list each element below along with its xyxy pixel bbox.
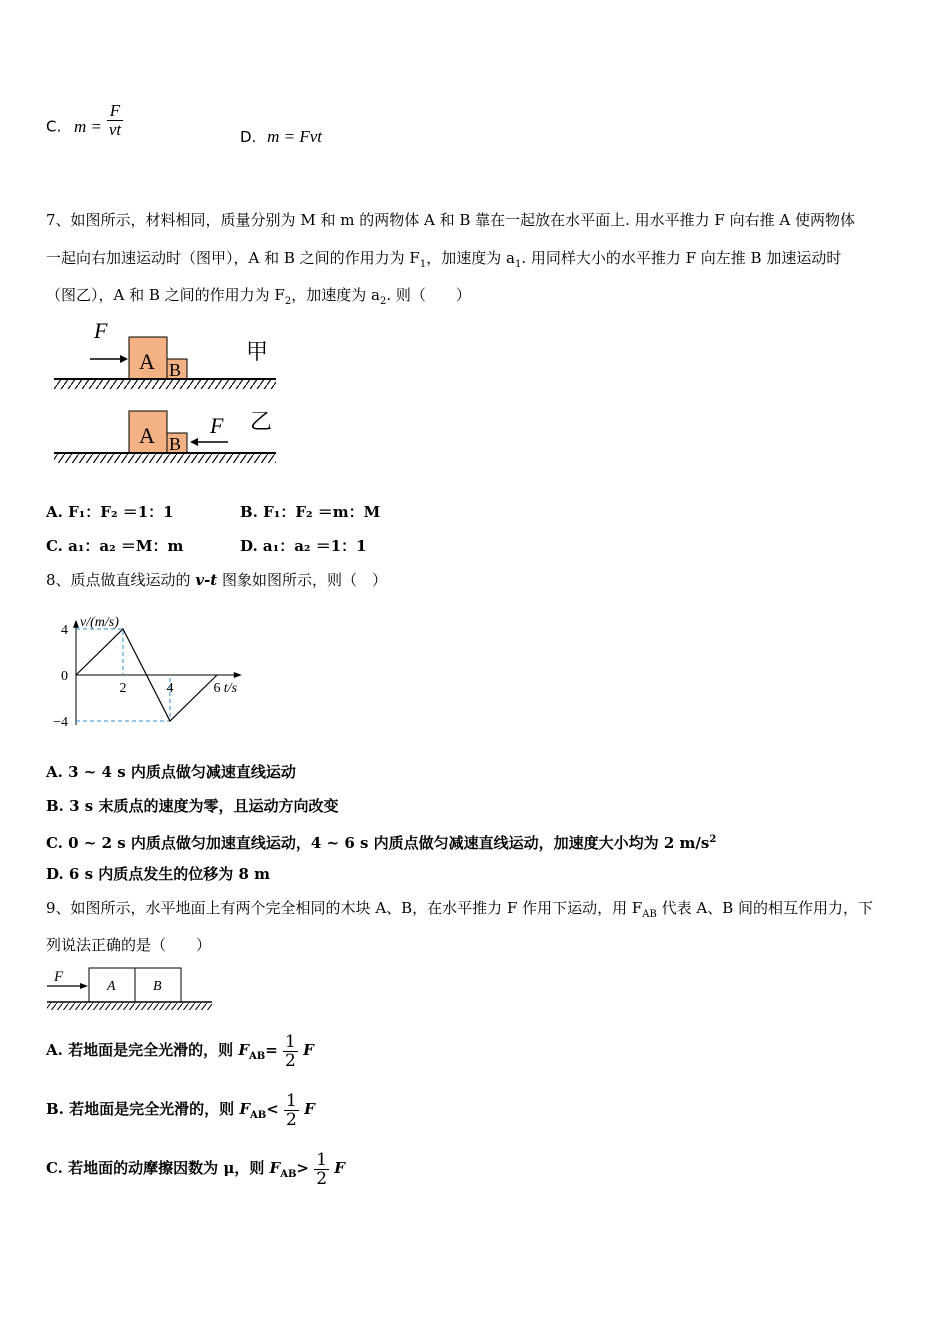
q6-option-c-denominator: vt [108, 120, 122, 139]
x-tick-label: 6 [213, 681, 221, 696]
q7-line2-part3: . 用同样大小的水平推力 F 向左推 B 加速运动时 [521, 249, 842, 267]
y-axis-label: v/(m/s) [80, 614, 119, 630]
q8-option-b: B. 3 s 末质点的速度为零，且运动方向改变 [46, 797, 339, 815]
q9-fig-force-label: F [54, 969, 64, 985]
q7-stem-line1: 7、如图所示，材料相同，质量分别为 M 和 m 的两物体 A 和 B 靠在一起放在水平面上. 用水平推力 F 向右推 A 使两物体 [46, 211, 855, 229]
y-axis-arrow [73, 620, 79, 628]
q7-line2-part1: 一起向右加速运动时（图甲），A 和 B 之间的作用力为 F [46, 249, 420, 267]
q9-option-a [46, 1028, 314, 1072]
q9-fig-block-a-label: A [107, 979, 116, 994]
q7-stem-line2 [46, 248, 841, 275]
q9-option-a-half-den: 2 [285, 1050, 296, 1071]
y-tick-label: −4 [53, 715, 68, 730]
q6-option-d-expr: m = Fvt [267, 127, 323, 146]
q9-fig-block-b-label: B [153, 979, 162, 994]
q8-stem-vt: v-t [195, 571, 218, 589]
q6-option-c-lhs: m = [74, 116, 103, 136]
q9-line1-sub: AB [642, 909, 657, 920]
q8-vt-chart [40, 598, 260, 738]
q9-line1-part1: 9、如图所示，水平地面上有两个完全相同的木块 A、B，在水平推力 F 作用下运动，用 F [46, 899, 643, 917]
q9-option-b-half-den: 2 [286, 1109, 297, 1130]
q7-fig-block-a-label-top: A [139, 349, 155, 374]
q9-option-c-half-den: 2 [316, 1168, 328, 1189]
q9-stem-line2: 列说法正确的是（ ） [46, 936, 212, 954]
q7-sub-a2: 2 [379, 296, 387, 307]
q9-option-c-half [314, 1151, 329, 1188]
q6-option-d-label: D. [240, 128, 257, 146]
q6-option-c-fraction [107, 102, 123, 139]
q6-option-c-label: C. [46, 117, 62, 136]
q7-sub-f2: 2 [284, 296, 292, 307]
q7-figure [50, 315, 290, 475]
q7-line3-part3: . 则（ ） [386, 286, 471, 304]
q7-line3-part2: ，加速度为 a [291, 286, 380, 304]
q9-option-a-text: A. 若地面是完全光滑的，则 [46, 1041, 239, 1059]
vt-data-point [216, 674, 217, 675]
q9-option-b-fab: F [239, 1100, 251, 1118]
x-tick-label: 2 [119, 681, 127, 696]
q9-option-b-rel: < [266, 1100, 279, 1118]
q9-option-a-f: F [303, 1041, 314, 1059]
q9-line1-part2: 代表 A、B 间的相互作用力，下 [656, 899, 874, 917]
q8-option-c-text: C. 0 ~ 2 s 内质点做匀加速直线运动，4 ~ 6 s 内质点做匀减速直线运动，加速度大小均为 2 m/s [46, 834, 710, 852]
vt-data-point [75, 674, 76, 675]
q9-option-a-fab: F [238, 1041, 249, 1059]
q7-option-b: B. F₁：F₂ ＝m：M [240, 503, 381, 521]
q9-option-c-rel: > [296, 1159, 309, 1177]
q7-fig-block-b-label-bottom: B [169, 434, 182, 454]
q7-fig-label-yi: 乙 [250, 409, 273, 434]
q8-stem-part1: 8、质点做直线运动的 [46, 571, 196, 589]
q9-option-b-half-num: 1 [286, 1090, 297, 1111]
x-tick-label: 4 [166, 681, 174, 696]
q9-option-b-fab-sub: AB [250, 1110, 267, 1121]
q8-option-c-sup: 2 [709, 834, 717, 845]
q9-option-c-fab-sub: AB [280, 1169, 297, 1180]
q7-option-d: D. a₁：a₂ ＝1：1 [240, 537, 367, 555]
q7-fig-label-jia: 甲 [246, 339, 269, 364]
q7-fig-block-a-label-bottom: A [139, 423, 155, 448]
x-axis-arrow [234, 672, 242, 678]
q7-option-c: C. a₁：a₂ ＝M：m [46, 537, 184, 555]
q9-option-a-fab-sub: AB [248, 1051, 266, 1062]
q7-line3-part1: （图乙），A 和 B 之间的作用力为 F [46, 286, 285, 304]
q9-option-b-f: F [304, 1100, 315, 1118]
q7-sub-a1: 1 [514, 259, 522, 270]
q6-option-c [46, 101, 123, 139]
q8-stem [46, 570, 387, 590]
q9-option-b-half [284, 1092, 299, 1129]
y-tick-label: 4 [61, 623, 68, 638]
q7-fig-force-label-top: F [94, 318, 108, 343]
q7-sub-f1: 1 [419, 259, 427, 270]
vt-data-point [169, 720, 170, 721]
q7-stem-line3 [46, 285, 471, 312]
y-tick-label: 0 [61, 669, 68, 684]
q9-option-a-half [283, 1033, 298, 1070]
q8-option-a: A. 3 ~ 4 s 内质点做匀减速直线运动 [46, 763, 296, 781]
q9-option-b-text: B. 若地面是完全光滑的，则 [46, 1100, 240, 1118]
q6-option-d [240, 127, 322, 147]
q7-line2-part2: ，加速度为 a [426, 249, 515, 267]
q9-option-c-fab: F [269, 1159, 281, 1177]
q7-fig-block-b-label-top: B [169, 360, 182, 380]
q9-option-c-f: F [334, 1159, 345, 1177]
q9-option-a-rel: = [265, 1041, 278, 1059]
q9-option-c-text: C. 若地面的动摩擦因数为 μ，则 [46, 1159, 270, 1177]
q8-option-c [46, 830, 716, 853]
q9-stem-line1 [46, 898, 873, 925]
vt-data-point [122, 628, 123, 629]
q9-option-c [46, 1146, 345, 1190]
q6-option-c-numerator: F [107, 102, 123, 121]
q8-option-d: D. 6 s 内质点发生的位移为 8 m [46, 865, 270, 883]
q7-option-a: A. F₁：F₂ ＝1：1 [46, 503, 174, 521]
x-axis-label: t/s [223, 681, 238, 696]
q9-figure [44, 964, 219, 1012]
q9-option-c-half-num: 1 [316, 1149, 328, 1170]
q8-stem-part2: 图象如图所示，则（ ） [217, 571, 387, 589]
q9-option-a-half-num: 1 [285, 1031, 296, 1052]
q7-fig-force-label-bottom: F [210, 413, 224, 438]
q9-option-b [46, 1087, 315, 1131]
